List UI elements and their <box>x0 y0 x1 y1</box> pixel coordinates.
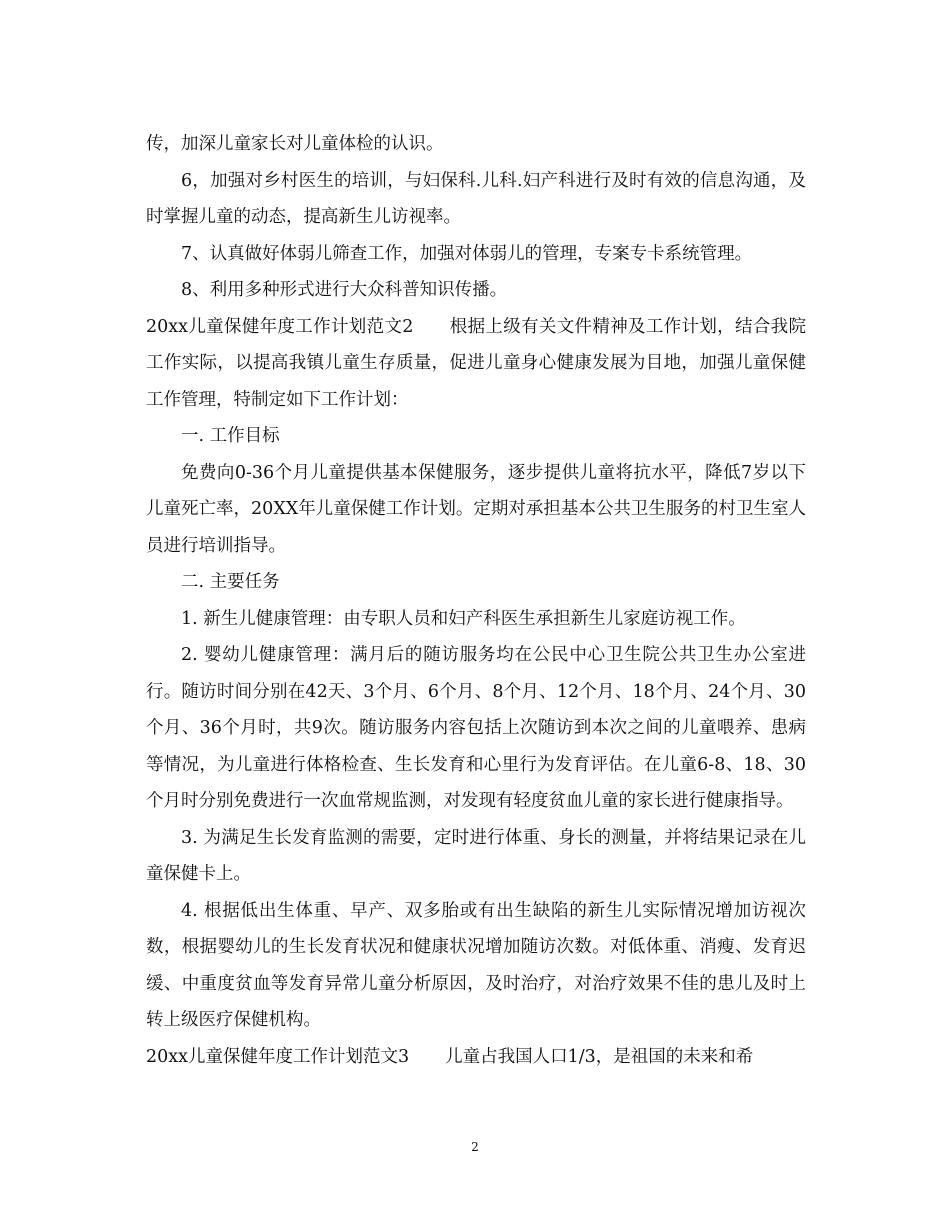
section-body-plan-2: 根据上级有关文件精神及工作计划，结合我院工作实际，以提高我镇儿童生存质量，促进儿童身心健康发展为目地，加强儿童保健工作管理，特制定如下工作计划： <box>146 316 807 410</box>
section-title-plan-3: 20xx儿童保健年度工作计划范文3 <box>146 1046 410 1067</box>
paragraph-item-7: 7、认真做好体弱儿筛查工作，加强对体弱儿的管理，专案专卡系统管理。 <box>181 243 753 264</box>
task-item-2: 2. 婴幼儿健康管理：满月后的随访服务均在公民中心卫生院公共卫生办公室进行。随访时间分别在42天、3个月、6个月、8个月、12个月、18个月、24个月、30个月、36个月时，共9次。随访服务内容包括上次随访到本次之间的儿童喂养、患病等情况，为儿童进行体格检查、生长发育和心里行为发育评估。在儿童6-8、18、30个月时分别免费进行一次血常规监测，对发现有轻度贫血儿童的家长进行健康指导。 <box>146 645 806 811</box>
page-number: 2 <box>471 1140 479 1154</box>
document-body <box>146 126 806 1075</box>
paragraph-continuation: 传，加深儿童家长对儿童体检的认识。 <box>146 134 444 154</box>
task-item-3: 3. 为满足生长发育监测的需要，定时进行体重、身长的测量，并将结果记录在儿童保健卡上。 <box>146 827 806 884</box>
heading-main-tasks: 二. 主要任务 <box>181 572 280 592</box>
section-plan-3 <box>146 1039 806 1076</box>
heading-work-goals: 一. 工作目标 <box>181 426 280 446</box>
section-body-plan-3: 儿童占我国人口1/3，是祖国的未来和希 <box>445 1046 754 1067</box>
paragraph-item-6: 6，加强对乡村医生的培训，与妇保科.儿科.妇产科进行及时有效的信息沟通，及时掌握儿童的动态，提高新生儿访视率。 <box>146 170 806 227</box>
paragraph-work-goals: 免费向0-36个月儿童提供基本保健服务，逐步提供儿童将抗水平，降低7岁以下儿童死亡率，20XX年儿童保健工作计划。定期对承担基本公共卫生服务的村卫生室人员进行培训指导。 <box>146 462 806 556</box>
section-title-plan-2: 20xx儿童保健年度工作计划范文2 <box>146 316 414 337</box>
section-plan-2 <box>146 309 806 419</box>
task-item-4: 4. 根据低出生体重、早产、双多胎或有出生缺陷的新生儿实际情况增加访视次数，根据婴幼儿的生长发育状况和健康状况增加随访次数。对低体重、消瘦、发育迟缓、中重度贫血等发育异常儿童分析原因，及时治疗，对治疗效果不佳的患儿及时上转上级医疗保健机构。 <box>146 900 806 1030</box>
task-item-1: 1. 新生儿健康管理：由专职人员和妇产科医生承担新生儿家庭访视工作。 <box>181 608 746 629</box>
paragraph-item-8: 8、利用多种形式进行大众科普知识传播。 <box>181 280 508 300</box>
